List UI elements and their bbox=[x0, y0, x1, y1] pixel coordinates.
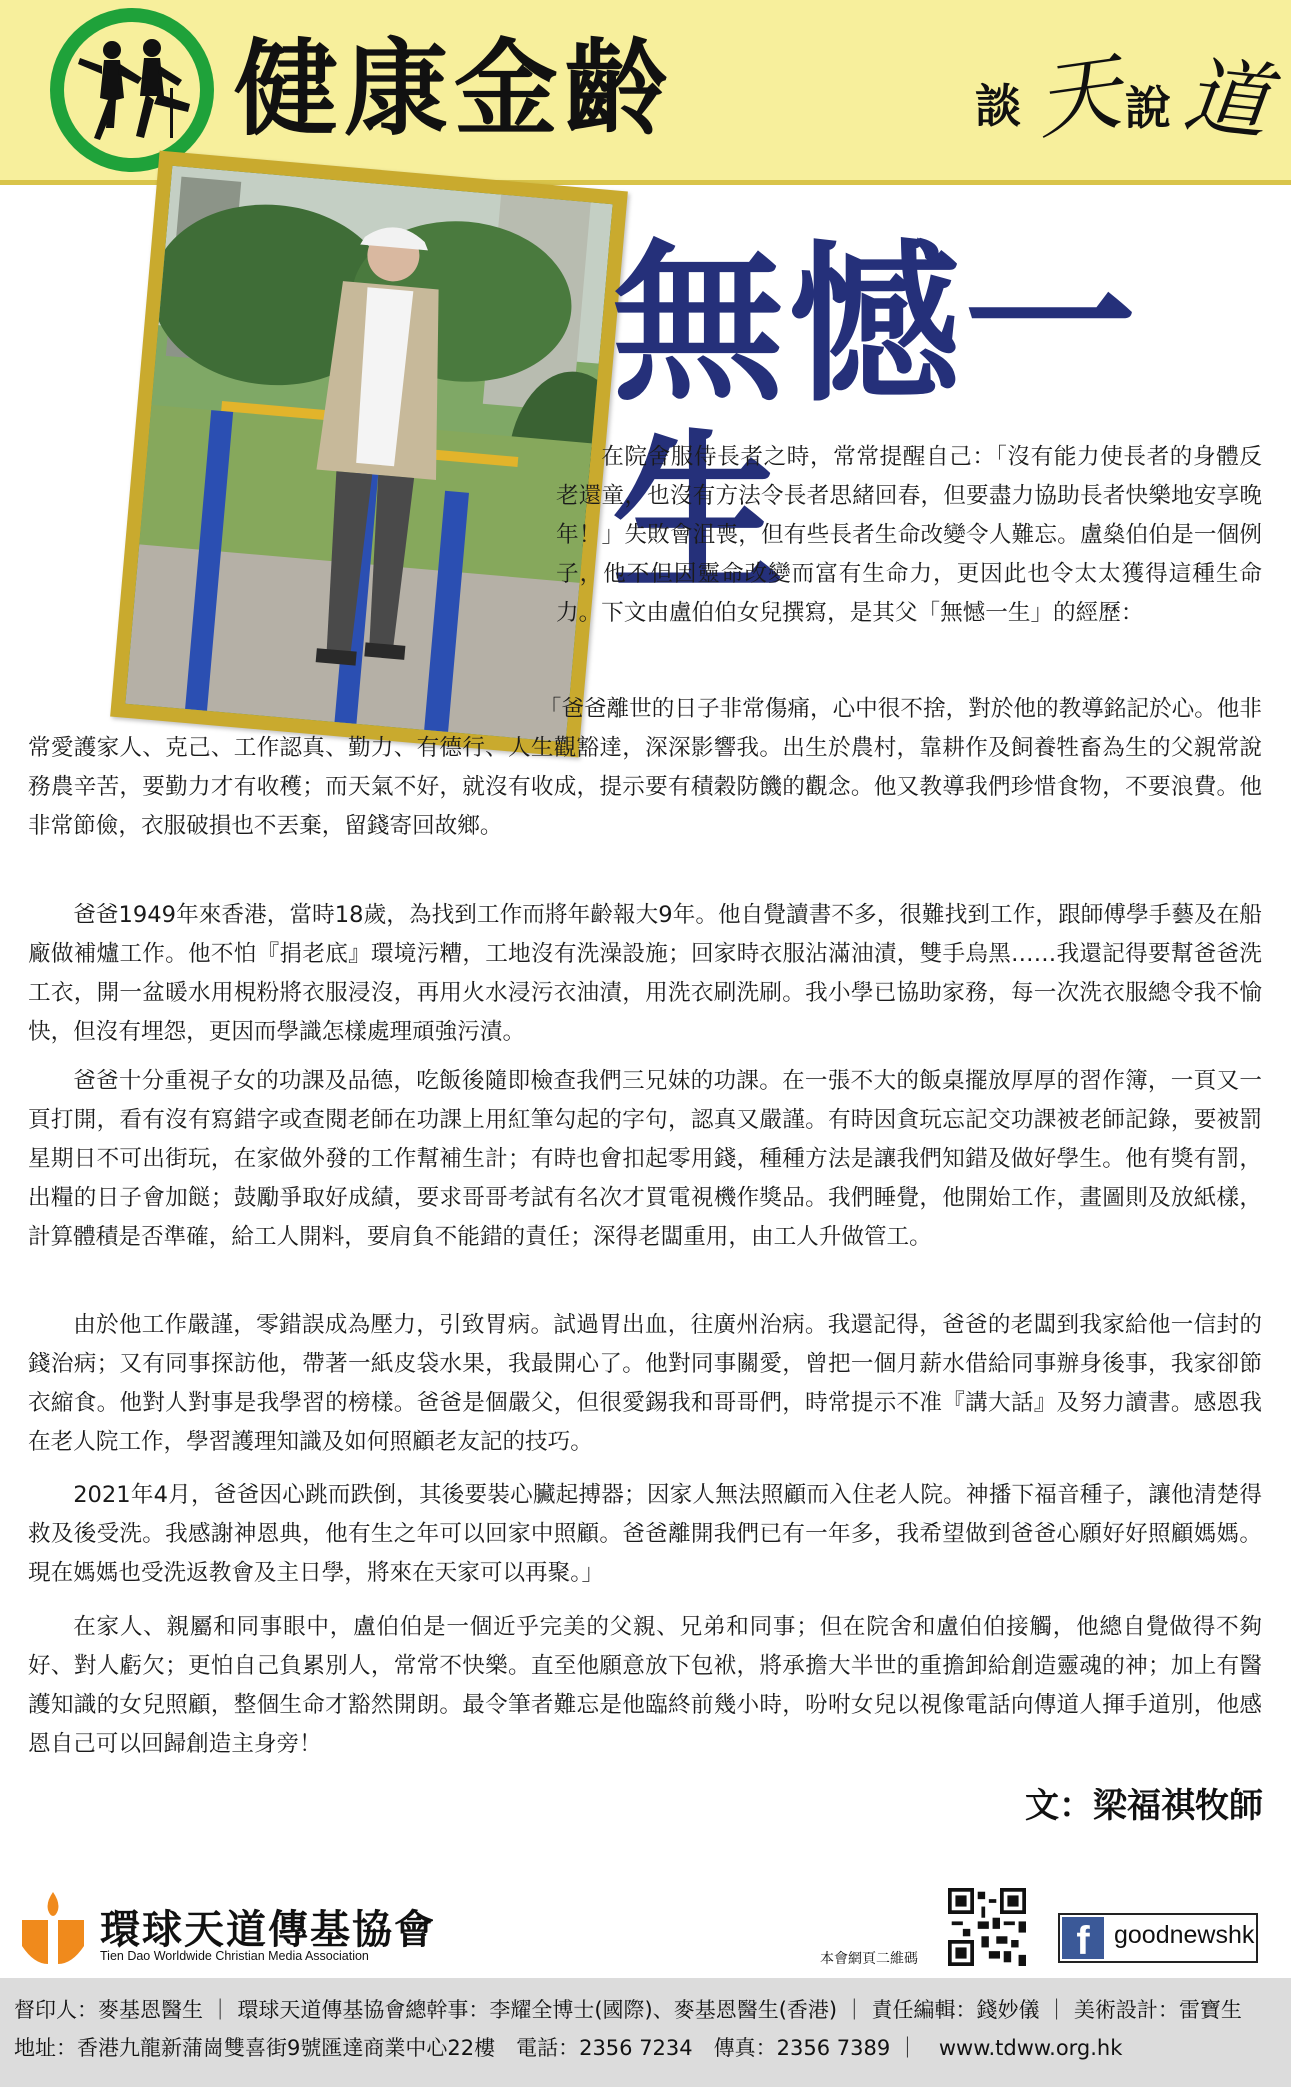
org-candle-logo-icon bbox=[18, 1890, 88, 1966]
elderly-man-exercise-photo bbox=[125, 166, 612, 742]
quote-paragraph-4: 由於他工作嚴謹，零錯誤成為壓力，引致胃病。試過胃出血，往廣州治病。我還記得，爸爸的老闆到我家給他一信封的錢治病；又有同事探訪他，帶著一紙皮袋水果，我最開心了。他對同事關愛，曾把一個月薪水借給同事辦身後事，我家卻節衣縮食。他對人對事是我學習的榜樣。爸爸是個嚴父，但很愛錫我和哥哥們，時常提示不准『講大話』及努力讀書。感恩我在老人院工作，學習護理知識及如何照顧老友記的技巧。 bbox=[28, 1312, 1262, 1455]
closing-paragraph: 在家人、親屬和同事眼中，盧伯伯是一個近乎完美的父親、兄弟和同事；但在院舍和盧伯伯接觸，他總自覺做得不夠好、對人虧欠；更怕自己負累別人，常常不快樂。直至他願意放下包袱，將承擔大半世的重擔卸給創造靈魂的神；加上有醫護知識的女兒照顧，整個生命才豁然開朗。最令筆者難忘是他臨終前幾小時，吩咐女兒以視像電話向傳道人揮手道別，他感恩自己可以回歸創造主身旁！ bbox=[28, 1614, 1262, 1757]
quote-paragraph-5: 2021年4月，爸爸因心跳而跌倒，其後要裝心臟起搏器；因家人無法照顧而入住老人院。神播下福音種子，讓他清楚得救及後受洗。我感謝神恩典，他有生之年可以回家中照顧。爸爸離開我們已有一年多，我希望做到爸爸心願好好照顧媽媽。現在媽媽也受洗返教會及主日學，將來在天家可以再聚。」 bbox=[28, 1482, 1262, 1586]
footer-address: 地址：香港九龍新蒲崗雙喜街9號匯達商業中心22樓 電話：2356 7234 傳真：2356 7389 ｜ www.tdww.org.hk bbox=[14, 2036, 1123, 2060]
footer-bar bbox=[0, 1978, 1291, 2087]
facebook-handle: goodnewshk bbox=[1114, 1921, 1255, 1949]
footer-credits: 督印人：麥基恩醫生 ｜ 環球天道傳基協會總幹事：李耀全博士(國際)、麥基恩醫生(香港) ｜ 責任編輯：錢妙儀 ｜ 美術設計：雷寶生 bbox=[14, 1998, 1242, 2022]
quote-paragraph-3: 爸爸十分重視子女的功課及品德，吃飯後隨即檢查我們三兄妹的功課。在一張不大的飯桌擺放厚厚的習作簿，一頁又一頁打開，看有沒有寫錯字或查閱老師在功課上用紅筆勾起的字句，認真又嚴謹。有時因貪玩忘記交功課被老師記錄，要被罰星期日不可出街玩，在家做外發的工作幫補生計；有時也會扣起零用錢，種種方法是讓我們知錯及做好學生。他有獎有罰，出糧的日子會加餸；鼓勵爭取好成績，要求哥哥考試有名次才買電視機作獎品。我們睡覺，他開始工作，畫圖則及放紙樣，計算體積是否準確，給工人開料，要肩負不能錯的責任；深得老闆重用，由工人升做管工。 bbox=[28, 1068, 1262, 1250]
photo-frame bbox=[110, 151, 628, 758]
column-calligraphy-title bbox=[975, 20, 1275, 160]
article-title: 無憾一生 bbox=[612, 224, 1140, 615]
facebook-link[interactable] bbox=[1058, 1913, 1258, 1963]
section-brand-title: 健康金齡 bbox=[234, 28, 675, 150]
author-byline: 文：梁福祺牧師 bbox=[1025, 1786, 1263, 1826]
quote-paragraph-1: 「爸爸離世的日子非常傷痛，心中很不捨，對於他的教導銘記於心。他非常愛護家人、克己、工作認真、勤力、有德行、人生觀豁達，深深影響我。出生於農村，靠耕作及飼養牲畜為生的父親常說務農辛苦，要勤力才有收穫；而天氣不好，就沒有收成，提示要有積穀防饑的觀念。他又教導我們珍惜食物，不要浪費。他非常節儉，衣服破損也不丟棄，留錢寄回故鄉。 bbox=[28, 696, 1262, 839]
column-char-3: 說 bbox=[1125, 81, 1171, 135]
facebook-icon: f bbox=[1062, 1917, 1104, 1959]
org-name-english: Tien Dao Worldwide Christian Media Association bbox=[100, 1949, 369, 1963]
intro-paragraph: 在院舍服侍長者之時，常常提醒自己：「沒有能力使長者的身體反老還童，也沒有方法令長者思緒回春，但要盡力協助長者快樂地安享晚年！」失敗會沮喪，但有些長者生命改變令人難忘。盧燊伯伯是一個例子，他不但因靈命改變而富有生命力，更因此也令太太獲得這種生命力。下文由盧伯伯女兒撰寫，是其父「無憾一生」的經歷： bbox=[556, 444, 1262, 626]
qr-code-icon[interactable] bbox=[948, 1888, 1026, 1966]
quote-paragraph-2: 爸爸1949年來香港，當時18歲，為找到工作而將年齡報大9年。他自覺讀書不多，很難找到工作，跟師傅學手藝及在船廠做補爐工作。他不怕『捐老底』環境污糟，工地沒有洗澡設施；回家時衣服沾滿油漬，雙手烏黑……我還記得要幫爸爸洗工衣，開一盆暖水用梘粉將衣服浸沒，再用火水浸污衣油漬，用洗衣刷洗刷。我小學已協助家務，每一次洗衣服總令我不愉快，但沒有埋怨，更因而學識怎樣處理頑強污漬。 bbox=[28, 902, 1262, 1045]
org-name: 環球天道傳基協會 bbox=[100, 1907, 436, 1953]
column-char-4: 道 bbox=[1179, 45, 1274, 153]
dancing-seniors-icon bbox=[50, 8, 214, 172]
qr-code-label: 本會網頁二維碼 bbox=[820, 1951, 918, 1967]
column-char-2: 天 bbox=[1029, 42, 1127, 152]
photo-illustration bbox=[125, 166, 612, 742]
health-logo bbox=[50, 8, 214, 172]
column-char-1: 談 bbox=[975, 79, 1021, 133]
